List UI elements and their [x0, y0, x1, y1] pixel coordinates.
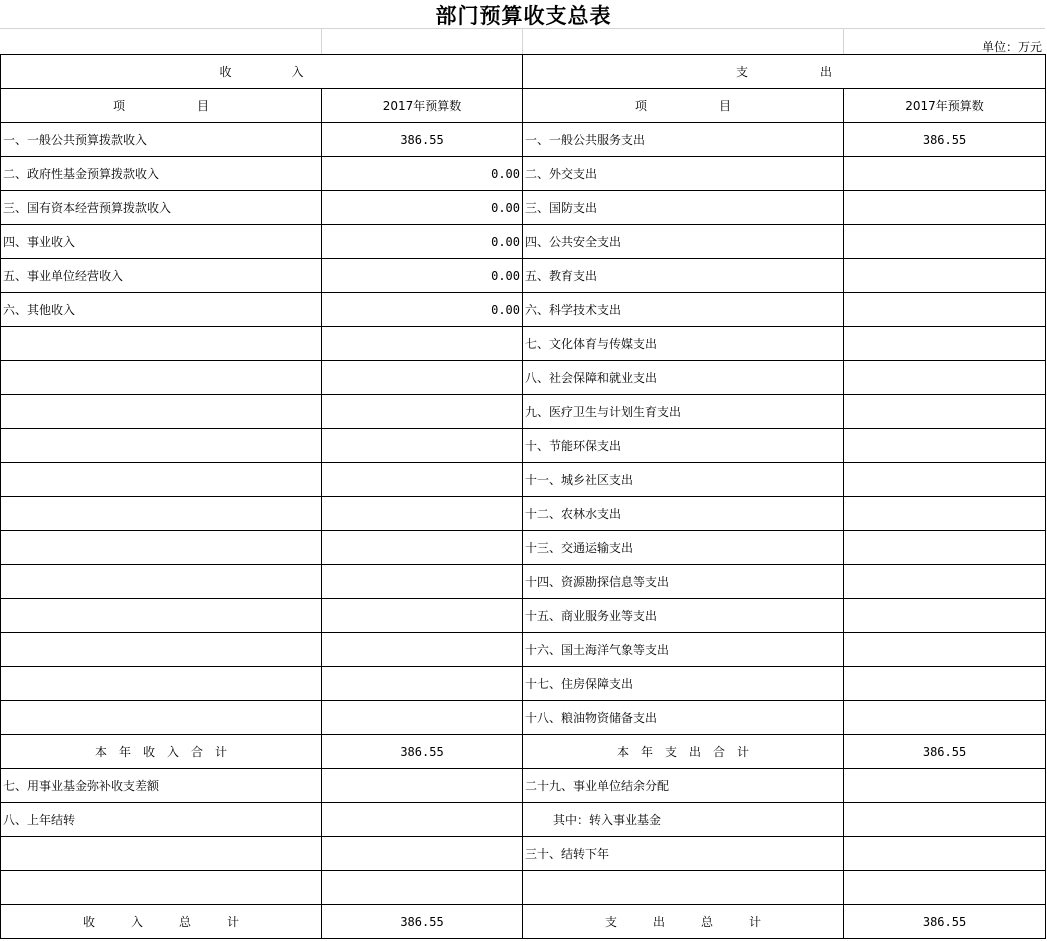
blank-grid-row — [0, 28, 1045, 55]
expense-value — [844, 803, 1046, 837]
income-item — [1, 599, 322, 633]
item-header-right: 项 目 — [523, 89, 844, 123]
expense-item: 十六、国土海洋气象等支出 — [523, 633, 844, 667]
expense-value — [844, 565, 1046, 599]
income-value — [322, 463, 523, 497]
income-item — [1, 395, 322, 429]
table-row — [1, 259, 1046, 293]
expense-value — [844, 429, 1046, 463]
expense-item — [523, 871, 844, 905]
income-value — [322, 531, 523, 565]
section-header-row — [1, 55, 1046, 89]
expense-header: 支 出 — [523, 55, 1046, 89]
income-item — [1, 531, 322, 565]
expense-value — [844, 157, 1046, 191]
total-row — [1, 905, 1046, 939]
income-item — [1, 565, 322, 599]
expense-value: 386.55 — [844, 123, 1046, 157]
income-value — [322, 429, 523, 463]
income-value — [322, 803, 523, 837]
expense-total-label: 支 出 总 计 — [523, 905, 844, 939]
income-header: 收 入 — [1, 55, 523, 89]
income-subtotal-value: 386.55 — [322, 735, 523, 769]
item-header-left: 项 目 — [1, 89, 322, 123]
expense-total-value: 386.55 — [844, 905, 1046, 939]
table-row — [1, 497, 1046, 531]
expense-item: 六、科学技术支出 — [523, 293, 844, 327]
income-value — [322, 565, 523, 599]
table-row — [1, 395, 1046, 429]
income-item — [1, 361, 322, 395]
page-title: 部门预算收支总表 — [435, 4, 612, 28]
expense-value — [844, 327, 1046, 361]
expense-item: 十二、农林水支出 — [523, 497, 844, 531]
expense-item: 十三、交通运输支出 — [523, 531, 844, 565]
expense-value — [844, 293, 1046, 327]
income-total-value: 386.55 — [322, 905, 523, 939]
expense-value — [844, 701, 1046, 735]
table-row — [1, 667, 1046, 701]
income-value — [322, 871, 523, 905]
expense-value — [844, 259, 1046, 293]
expense-item: 四、公共安全支出 — [523, 225, 844, 259]
budget-header-left: 2017年预算数 — [322, 89, 523, 123]
income-value: 386.55 — [322, 123, 523, 157]
income-value — [322, 667, 523, 701]
expense-item: 八、社会保障和就业支出 — [523, 361, 844, 395]
expense-value — [844, 361, 1046, 395]
budget-header-right: 2017年预算数 — [844, 89, 1046, 123]
income-value — [322, 497, 523, 531]
table-row — [1, 633, 1046, 667]
table-row — [1, 293, 1046, 327]
table-row — [1, 803, 1046, 837]
expense-item: 二十九、事业单位结余分配 — [523, 769, 844, 803]
table-row — [1, 871, 1046, 905]
income-item — [1, 701, 322, 735]
expense-value — [844, 633, 1046, 667]
income-item: 八、上年结转 — [1, 803, 322, 837]
income-item: 六、其他收入 — [1, 293, 322, 327]
income-item — [1, 429, 322, 463]
table-row — [1, 531, 1046, 565]
table-row — [1, 701, 1046, 735]
table-row — [1, 225, 1046, 259]
income-value — [322, 395, 523, 429]
budget-table — [0, 54, 1046, 939]
expense-item: 三十、结转下年 — [523, 837, 844, 871]
income-item: 五、事业单位经营收入 — [1, 259, 322, 293]
expense-item: 十八、粮油物资储备支出 — [523, 701, 844, 735]
income-value — [322, 837, 523, 871]
income-item — [1, 667, 322, 701]
expense-value — [844, 225, 1046, 259]
income-value — [322, 327, 523, 361]
income-item — [1, 463, 322, 497]
expense-item: 十七、住房保障支出 — [523, 667, 844, 701]
income-item: 二、政府性基金预算拨款收入 — [1, 157, 322, 191]
income-value — [322, 361, 523, 395]
income-value: 0.00 — [322, 157, 523, 191]
table-row — [1, 191, 1046, 225]
income-item: 七、用事业基金弥补收支差额 — [1, 769, 322, 803]
income-item — [1, 327, 322, 361]
expense-item: 二、外交支出 — [523, 157, 844, 191]
table-row — [1, 123, 1046, 157]
expense-item: 十一、城乡社区支出 — [523, 463, 844, 497]
income-item — [1, 837, 322, 871]
table-row — [1, 429, 1046, 463]
column-header-row — [1, 89, 1046, 123]
table-row — [1, 837, 1046, 871]
table-row — [1, 565, 1046, 599]
income-value — [322, 599, 523, 633]
income-value — [322, 701, 523, 735]
expense-value — [844, 599, 1046, 633]
income-item — [1, 633, 322, 667]
expense-subtotal-value: 386.55 — [844, 735, 1046, 769]
expense-item: 十、节能环保支出 — [523, 429, 844, 463]
expense-value — [844, 497, 1046, 531]
income-total-label: 收 入 总 计 — [1, 905, 322, 939]
expense-item: 九、医疗卫生与计划生育支出 — [523, 395, 844, 429]
table-row — [1, 463, 1046, 497]
income-value: 0.00 — [322, 259, 523, 293]
expense-value — [844, 531, 1046, 565]
income-value: 0.00 — [322, 225, 523, 259]
expense-item: 三、国防支出 — [523, 191, 844, 225]
expense-item: 其中：转入事业基金 — [523, 803, 844, 837]
subtotal-row — [1, 735, 1046, 769]
table-row — [1, 769, 1046, 803]
income-subtotal-label: 本 年 收 入 合 计 — [1, 735, 322, 769]
expense-value — [844, 667, 1046, 701]
expense-value — [844, 463, 1046, 497]
table-row — [1, 599, 1046, 633]
income-item — [1, 497, 322, 531]
expense-value — [844, 837, 1046, 871]
table-row — [1, 361, 1046, 395]
expense-item: 一、一般公共服务支出 — [523, 123, 844, 157]
expense-item: 十五、商业服务业等支出 — [523, 599, 844, 633]
income-value — [322, 633, 523, 667]
income-value: 0.00 — [322, 293, 523, 327]
income-item: 四、事业收入 — [1, 225, 322, 259]
expense-item: 十四、资源勘探信息等支出 — [523, 565, 844, 599]
table-row — [1, 327, 1046, 361]
unit-label: 单位：万元 — [981, 40, 1042, 54]
income-item: 一、一般公共预算拨款收入 — [1, 123, 322, 157]
expense-item: 七、文化体育与传媒支出 — [523, 327, 844, 361]
income-value — [322, 769, 523, 803]
expense-value — [844, 191, 1046, 225]
expense-value — [844, 395, 1046, 429]
income-item: 三、国有资本经营预算拨款收入 — [1, 191, 322, 225]
income-value: 0.00 — [322, 191, 523, 225]
expense-value — [844, 871, 1046, 905]
table-row — [1, 157, 1046, 191]
expense-item: 五、教育支出 — [523, 259, 844, 293]
expense-subtotal-label: 本 年 支 出 合 计 — [523, 735, 844, 769]
income-item — [1, 871, 322, 905]
expense-value — [844, 769, 1046, 803]
